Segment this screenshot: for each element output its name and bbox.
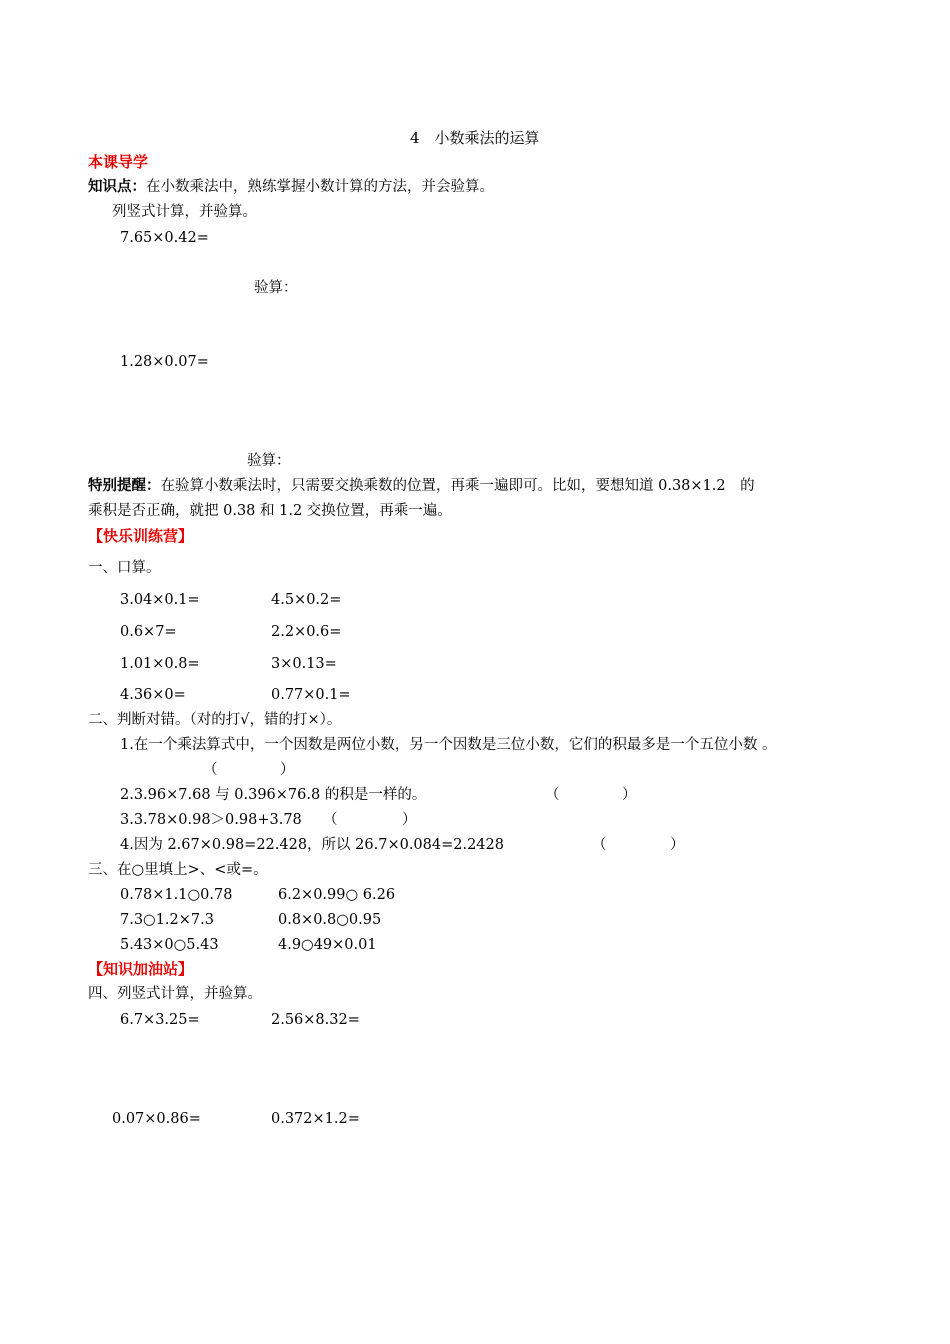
section-boost-heading: 【知识加油站】 <box>88 960 194 978</box>
judge-item-3: 3.3.78×0.98＞0.98+3.78 <box>120 812 302 828</box>
compare-item: 6.2×0.99○ 6.26 <box>278 887 396 903</box>
part4-heading: 四、列竖式计算，并验算。 <box>88 986 262 1002</box>
oral-calc-item: 0.77×0.1= <box>271 687 351 703</box>
section-guide-heading: 本课导学 <box>88 153 149 171</box>
vertical-calc-item: 0.07×0.86= <box>112 1111 201 1127</box>
reminder-text-1: 在验算小数乘法时，只需要交换乘数的位置，再乘一遍即可。比如，要想知道 0.38×1.2 的 <box>160 478 755 494</box>
vertical-calc-item: 0.372×1.2= <box>271 1111 360 1127</box>
compare-item: 7.3○1.2×7.3 <box>120 912 214 928</box>
compare-item: 4.9○49×0.01 <box>278 937 377 953</box>
compare-item: 5.43×0○5.43 <box>120 937 219 953</box>
answer-paren-close: ） <box>622 787 637 803</box>
judge-item-4: 4.因为 2.67×0.98=22.428，所以 26.7×0.084=2.2428 <box>120 837 504 853</box>
intro-check-label-1: 验算： <box>254 280 298 296</box>
knowledge-text: 在小数乘法中，熟练掌握小数计算的方法，并会验算。 <box>146 179 494 195</box>
answer-paren-close: ） <box>402 812 417 828</box>
answer-paren-open: （ <box>203 762 218 778</box>
oral-calc-item: 3.04×0.1= <box>120 592 200 608</box>
part1-heading: 一、口算。 <box>88 560 161 576</box>
intro-instruction: 列竖式计算，并验算。 <box>112 204 257 220</box>
section-practice-heading: 【快乐训练营】 <box>88 527 194 545</box>
intro-check-label-2: 验算： <box>247 453 291 469</box>
part3-heading: 三、在○里填上>、<或=。 <box>88 862 268 878</box>
page-title: 4 小数乘法的运算 <box>410 129 540 147</box>
oral-calc-item: 4.36×0= <box>120 687 186 703</box>
answer-paren-open: （ <box>323 812 338 828</box>
oral-calc-item: 2.2×0.6= <box>271 624 342 640</box>
answer-paren-open: （ <box>592 837 607 853</box>
oral-calc-item: 0.6×7= <box>120 624 177 640</box>
reminder-line-2: 乘积是否正确，就把 0.38 和 1.2 交换位置，再乘一遍。 <box>88 503 452 519</box>
judge-item-2: 2.3.96×7.68 与 0.396×76.8 的积是一样的。 <box>120 787 427 803</box>
answer-paren-close: ） <box>670 837 685 853</box>
vertical-calc-item: 2.56×8.32= <box>271 1012 360 1028</box>
answer-paren-open: （ <box>545 787 560 803</box>
reminder-label: 特别提醒： <box>88 477 161 494</box>
oral-calc-item: 4.5×0.2= <box>271 592 342 608</box>
vertical-calc-item: 6.7×3.25= <box>120 1012 200 1028</box>
part2-heading: 二、判断对错。（对的打√，错的打×）。 <box>88 712 342 728</box>
judge-item-1: 1.在一个乘法算式中，一个因数是两位小数，另一个因数是三位小数，它们的积最多是一个五位小数 。 <box>120 737 777 753</box>
oral-calc-item: 3×0.13= <box>271 656 337 672</box>
reminder-line-1 <box>88 477 755 495</box>
compare-item: 0.78×1.1○0.78 <box>120 887 233 903</box>
intro-problem-2: 1.28×0.07= <box>120 354 209 370</box>
oral-calc-item: 1.01×0.8= <box>120 656 200 672</box>
knowledge-label: 知识点： <box>88 178 146 195</box>
intro-problem-1: 7.65×0.42= <box>120 230 209 246</box>
answer-paren-close: ） <box>280 762 295 778</box>
knowledge-line <box>88 178 494 196</box>
compare-item: 0.8×0.8○0.95 <box>278 912 382 928</box>
